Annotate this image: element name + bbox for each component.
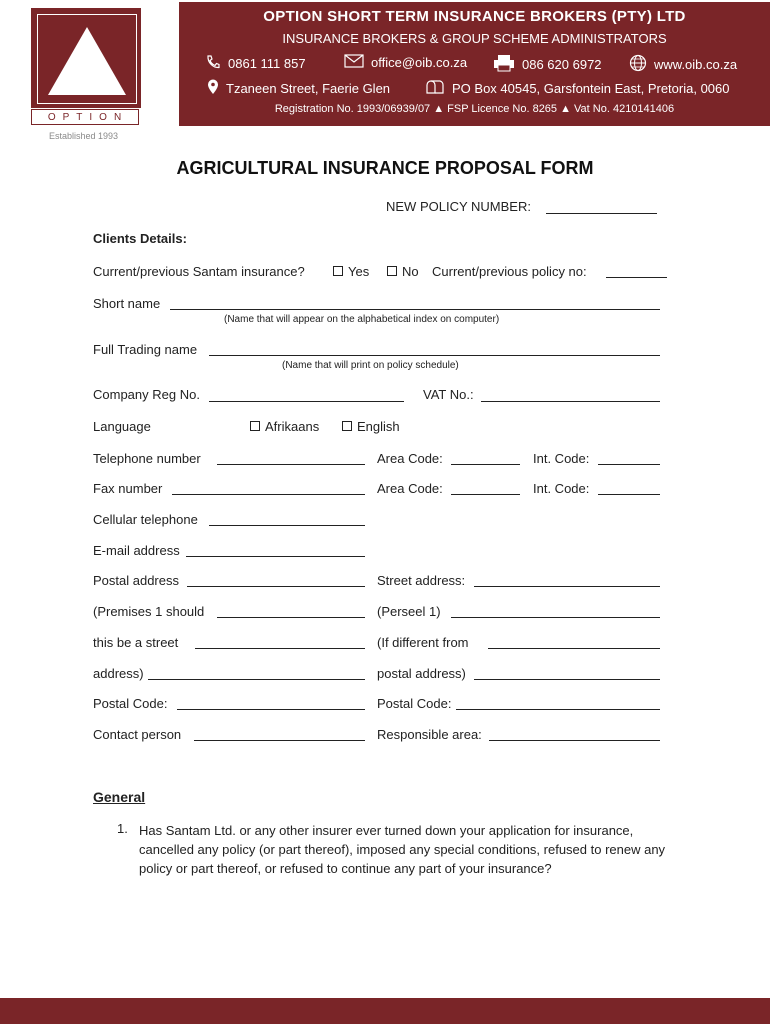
- fax-area-code-field[interactable]: [451, 494, 520, 495]
- premises-note-2: this be a street: [93, 635, 179, 650]
- company-reg-label: Company Reg No.: [93, 387, 200, 402]
- letterhead-band: [179, 2, 770, 126]
- logo-word: OPTION: [31, 109, 139, 125]
- trading-name-field[interactable]: [209, 355, 660, 356]
- street-address-field-4[interactable]: [474, 679, 660, 680]
- checkbox-afrikaans[interactable]: [250, 421, 260, 431]
- santam-no-option[interactable]: No: [387, 264, 419, 279]
- phone-contact: [205, 54, 306, 73]
- language-label: Language: [93, 419, 151, 434]
- vat-field[interactable]: [481, 401, 660, 402]
- postal-address-note: postal address): [377, 666, 466, 681]
- responsible-area-field[interactable]: [489, 740, 660, 741]
- clients-heading: Clients Details:: [93, 231, 187, 246]
- santam-yes-option[interactable]: Yes: [333, 264, 369, 279]
- street-address-field-2[interactable]: [451, 617, 660, 618]
- email-field[interactable]: [186, 556, 365, 557]
- fax-contact: [493, 54, 602, 75]
- company-reg-field[interactable]: [209, 401, 404, 402]
- contact-person-field[interactable]: [194, 740, 365, 741]
- street-address-field-3[interactable]: [488, 648, 660, 649]
- website-contact: [629, 54, 737, 75]
- new-policy-label: NEW POLICY NUMBER:: [386, 199, 531, 214]
- premises-note-1: (Premises 1 should: [93, 604, 205, 619]
- question-1-number: 1.: [117, 821, 128, 836]
- triangle-icon: [38, 15, 136, 103]
- fax-int-code-label: Int. Code:: [533, 481, 590, 496]
- new-policy-field[interactable]: [546, 213, 657, 214]
- checkbox-no[interactable]: [387, 266, 397, 276]
- perseel-note: (Perseel 1): [377, 604, 441, 619]
- registration-line: Registration No. 1993/06939/07 ▲ FSP Licence No. 8265 ▲ Vat No. 4210141406: [274, 103, 675, 115]
- po-box-address: PO Box 40545, Garsfontein East, Pretoria, 0060: [452, 81, 730, 96]
- street-address: Tzaneen Street, Faerie Glen: [226, 81, 391, 96]
- email-address: office@oib.co.za: [371, 55, 468, 70]
- postal-code-label: Postal Code:: [93, 696, 168, 711]
- policy-no-label: Current/previous policy no:: [432, 264, 587, 279]
- established-note: Established 1993: [49, 131, 119, 141]
- street-address-label: Street address:: [377, 573, 466, 588]
- checkbox-english[interactable]: [342, 421, 352, 431]
- telephone-int-code-field[interactable]: [598, 464, 660, 465]
- mailbox-icon: [425, 79, 445, 98]
- email-label: E-mail address: [93, 543, 180, 558]
- email-contact: [344, 54, 467, 71]
- street-address-field-1[interactable]: [474, 586, 660, 587]
- postal-address-field-1[interactable]: [187, 586, 365, 587]
- globe-icon: [629, 54, 647, 75]
- fax-area-code-label: Area Code:: [377, 481, 443, 496]
- phone-icon: [205, 54, 221, 73]
- premises-note-3: address): [93, 666, 144, 681]
- question-1-text: Has Santam Ltd. or any other insurer ever turned down your application for insurance, cancelled any policy (or part thereof), imposed any special conditions, refused to renew any policy or part thereof, or refused to continue any part of your insurance?: [139, 823, 666, 876]
- language-english-option[interactable]: English: [342, 419, 400, 434]
- company-name: OPTION SHORT TERM INSURANCE BROKERS (PTY) LTD: [263, 8, 686, 25]
- phone-number: 0861 111 857: [228, 56, 306, 71]
- trading-name-note: (Name that will print on policy schedule): [282, 360, 459, 371]
- fax-int-code-field[interactable]: [598, 494, 660, 495]
- form-title: AGRICULTURAL INSURANCE PROPOSAL FORM: [176, 158, 594, 178]
- postal-address-label: Postal address: [93, 573, 179, 588]
- postal-address-field-3[interactable]: [195, 648, 365, 649]
- po-box-contact: [425, 79, 730, 98]
- logo-mark: [31, 8, 141, 108]
- checkbox-yes[interactable]: [333, 266, 343, 276]
- policy-no-field[interactable]: [606, 277, 667, 278]
- company-logo: [31, 8, 141, 128]
- cellular-label: Cellular telephone: [93, 512, 198, 527]
- fax-field[interactable]: [172, 494, 365, 495]
- location-pin-icon: [207, 79, 219, 98]
- website-url: www.oib.co.za: [654, 57, 738, 72]
- responsible-area-label: Responsible area:: [377, 727, 482, 742]
- postal-address-field-2[interactable]: [217, 617, 365, 618]
- fax-label: Fax number: [93, 481, 163, 496]
- if-different-note: (If different from: [377, 635, 469, 650]
- telephone-int-code-label: Int. Code:: [533, 451, 590, 466]
- postal-code-field[interactable]: [177, 709, 365, 710]
- trading-name-label: Full Trading name: [93, 342, 198, 357]
- telephone-area-code-label: Area Code:: [377, 451, 443, 466]
- telephone-area-code-field[interactable]: [451, 464, 520, 465]
- company-subtitle: INSURANCE BROKERS & GROUP SCHEME ADMINISTRATORS: [282, 31, 667, 46]
- telephone-field[interactable]: [217, 464, 365, 465]
- telephone-label: Telephone number: [93, 451, 201, 466]
- street-postal-code-label: Postal Code:: [377, 696, 452, 711]
- postal-address-field-4[interactable]: [148, 679, 365, 680]
- street-postal-code-field[interactable]: [456, 709, 660, 710]
- language-afrikaans-option[interactable]: Afrikaans: [250, 419, 319, 434]
- envelope-icon: [344, 54, 364, 71]
- short-name-label: Short name: [93, 296, 161, 311]
- general-heading: General: [93, 789, 146, 805]
- cellular-field[interactable]: [209, 525, 365, 526]
- short-name-field[interactable]: [170, 309, 660, 310]
- vat-label: VAT No.:: [423, 387, 474, 402]
- contact-person-label: Contact person: [93, 727, 182, 742]
- santam-question: Current/previous Santam insurance?: [93, 264, 305, 279]
- short-name-note: (Name that will appear on the alphabetical index on computer): [224, 314, 500, 325]
- printer-icon: [493, 54, 515, 75]
- footer-band: [0, 998, 770, 1024]
- fax-number: 086 620 6972: [522, 57, 602, 72]
- street-contact: [207, 79, 390, 98]
